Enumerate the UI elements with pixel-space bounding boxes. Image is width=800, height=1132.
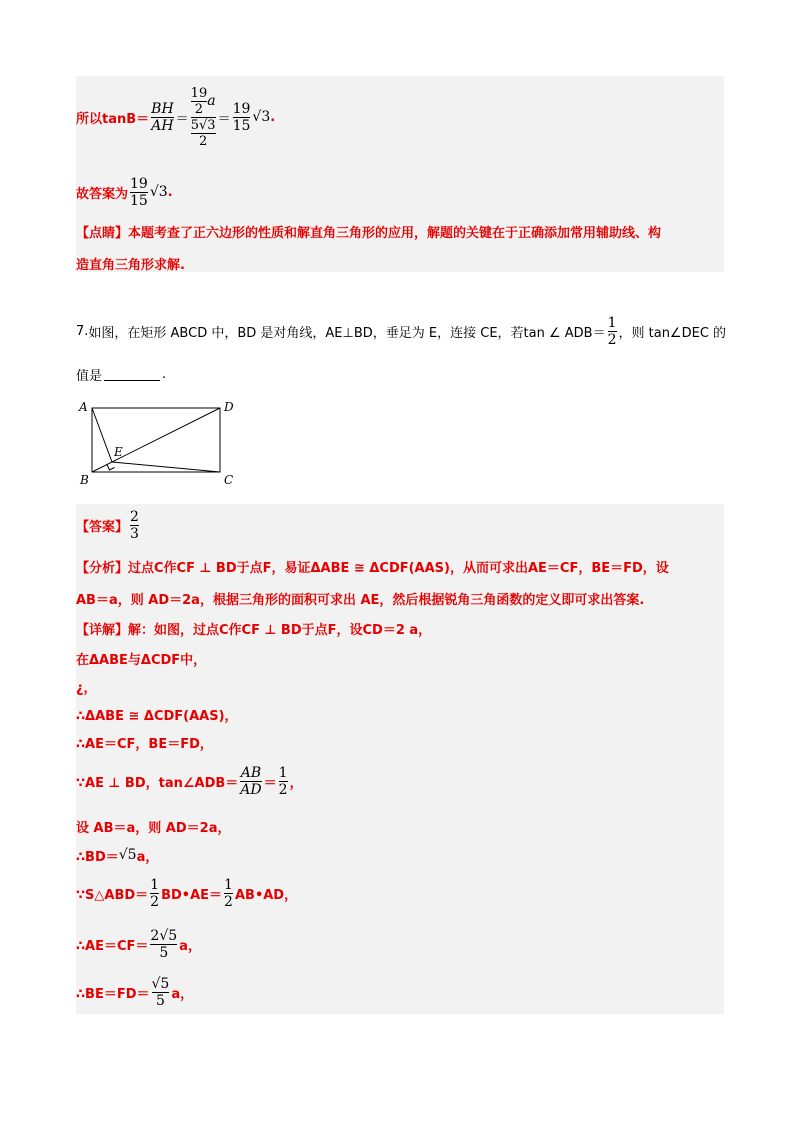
detail-10-prefix: ∴AE＝CF＝ xyxy=(76,938,149,954)
bh-ah-fraction xyxy=(151,101,174,134)
detail-text-7: 设 AB＝a，则 AD＝2a， xyxy=(76,820,231,836)
s-half-fraction-1 xyxy=(150,877,159,910)
answer-fraction xyxy=(130,176,148,209)
ab-num: AB xyxy=(240,764,262,781)
analysis-text-2: AB＝a，则 AD＝2a，根据三角形的面积可求出 AE，然后根据锐角三角函数的定义即可求出答案. xyxy=(76,592,645,608)
s-half-num-2: 1 xyxy=(224,876,233,893)
comment-text-2: 造直角三角形求解. xyxy=(76,257,185,273)
label-a: A xyxy=(79,400,88,414)
detail-11-suffix: a， xyxy=(171,986,194,1002)
answer-value-den: 3 xyxy=(130,525,139,542)
comment-label: 【点睛】 xyxy=(76,225,129,241)
answer-period: . xyxy=(167,184,173,200)
answer-label: 【答案】 xyxy=(76,519,129,535)
be-num: √5 xyxy=(151,975,170,992)
ab-ad-fraction xyxy=(240,765,261,798)
s-half-den-1: 2 xyxy=(150,893,160,910)
inner-bottom-fraction xyxy=(191,118,216,149)
sqrt3: √3 xyxy=(252,109,271,125)
detail-6-eq: ＝ xyxy=(263,775,277,791)
tanB-prefix: 所以tanB＝ xyxy=(76,111,150,127)
inner-bottom-num: 5√3 xyxy=(190,117,216,133)
right-angle-mark xyxy=(107,465,115,471)
detail-row-9 xyxy=(76,872,297,914)
question-text-1: 如图，在矩形 ABCD 中，BD 是对角线，AE⊥BD，垂足为 E，连接 CE，若tan ∠ ADB＝ xyxy=(88,325,606,341)
segment-ae xyxy=(92,408,112,462)
result-den: 15 xyxy=(232,117,251,134)
answer-value-num: 2 xyxy=(130,508,139,525)
inner-top-den: 2 xyxy=(194,101,204,117)
analysis-text-1: 过点C作CF ⊥ BD于点F，易证ΔABE ≅ ΔCDF(AAS)，从而可求出AE＝CF，BE＝FD，设 xyxy=(128,560,669,576)
ae-fraction xyxy=(150,928,177,961)
solution-box xyxy=(76,504,724,1014)
question-text-3: 值是 xyxy=(76,368,103,384)
analysis-row-1 xyxy=(76,556,669,576)
question-frac-num: 1 xyxy=(607,314,617,331)
answer-sqrt3: √3 xyxy=(149,184,168,200)
detail-row-3 xyxy=(76,676,97,696)
label-b: B xyxy=(80,473,89,487)
detail-9-suffix: AB•AD， xyxy=(234,887,298,903)
ae-num: 2√5 xyxy=(150,927,178,944)
detail-8-suffix: a， xyxy=(136,849,159,865)
ae-den: 5 xyxy=(159,944,169,961)
frac-den: AH xyxy=(151,117,174,134)
answer-row xyxy=(76,504,141,546)
question-7-line-1 xyxy=(76,314,726,348)
detail-6-comma: ， xyxy=(289,775,303,791)
inner-var: a xyxy=(207,93,216,109)
be-den: 5 xyxy=(155,992,165,1009)
s-half-den-2: 2 xyxy=(224,893,233,910)
rectangle-figure xyxy=(76,396,246,488)
question-text-4: . xyxy=(162,366,167,382)
inner-top-fraction xyxy=(191,86,208,117)
tanB-line xyxy=(76,76,275,158)
question-number: 7. xyxy=(76,323,89,339)
detail-row-11 xyxy=(76,970,193,1014)
detail-8-prefix: ∴BD＝ xyxy=(76,849,119,865)
label-d: D xyxy=(224,400,234,414)
comment-line-2 xyxy=(76,254,185,272)
half-num: 1 xyxy=(278,764,288,781)
answer-num: 19 xyxy=(130,175,148,192)
complex-fraction xyxy=(191,86,216,149)
detail-row-2 xyxy=(76,648,206,668)
detail-row-6 xyxy=(76,760,303,802)
detail-row-5 xyxy=(76,732,213,752)
answer-den: 15 xyxy=(130,192,148,209)
question-fraction xyxy=(608,315,617,348)
half-den: 2 xyxy=(278,781,288,798)
s-half-num-1: 1 xyxy=(150,876,160,893)
question-7-line-2 xyxy=(76,364,166,384)
be-fraction xyxy=(152,976,170,1009)
inner-top-num: 19 xyxy=(190,85,208,101)
solution-continued-box xyxy=(76,76,724,272)
detail-text-4: ∴ΔABE ≅ ΔCDF(AAS)， xyxy=(76,708,238,724)
detail-text-5: ∴AE＝CF，BE＝FD， xyxy=(76,736,213,752)
detail-row-4 xyxy=(76,704,238,724)
answer-value-fraction xyxy=(130,509,139,542)
equals-sign-2: ＝ xyxy=(217,111,231,127)
comment-line-1 xyxy=(76,222,661,240)
detail-text-3: ¿， xyxy=(76,680,97,696)
half-fraction xyxy=(279,765,288,798)
analysis-row-2 xyxy=(76,588,644,608)
label-c: C xyxy=(224,473,234,487)
detail-label: 【详解】 xyxy=(76,622,129,638)
detail-text-2: 在ΔABE与ΔCDF中， xyxy=(76,652,207,668)
s-half-fraction-2 xyxy=(224,877,233,910)
label-e: E xyxy=(114,445,123,459)
detail-9-prefix: ∵S△ABD＝ xyxy=(76,887,149,903)
sqrt5: √5 xyxy=(118,847,137,863)
detail-10-suffix: a， xyxy=(179,938,201,954)
detail-row-7 xyxy=(76,816,230,836)
question-text-2: ，则 tan∠DEC 的 xyxy=(618,325,727,341)
period: . xyxy=(270,109,276,125)
detail-9-mid: BD•AE＝ xyxy=(161,887,223,903)
frac-num: BH xyxy=(151,100,174,117)
equals-sign: ＝ xyxy=(175,111,189,127)
detail-row-1 xyxy=(76,618,431,638)
answer-blank[interactable] xyxy=(104,368,160,381)
ad-den: AD xyxy=(240,781,262,798)
detail-11-prefix: ∴BE＝FD＝ xyxy=(76,986,150,1002)
question-frac-den: 2 xyxy=(607,331,617,348)
analysis-label: 【分析】 xyxy=(76,560,129,576)
answer-line xyxy=(76,172,173,212)
inner-bottom-den: 2 xyxy=(198,133,208,149)
result-num: 19 xyxy=(232,100,251,117)
diagonal-bd xyxy=(92,408,220,472)
detail-text-1: 解：如图，过点C作CF ⊥ BD于点F，设CD＝2 a， xyxy=(128,622,432,638)
detail-6-prefix: ∵AE ⊥ BD，tan∠ADB＝ xyxy=(76,775,239,791)
detail-row-10 xyxy=(76,922,201,966)
detail-row-8 xyxy=(76,842,158,868)
segment-ce xyxy=(112,462,220,472)
result-fraction xyxy=(233,101,251,134)
comment-text-1: 本题考查了正六边形的性质和解直角三角形的应用，解题的关键在于正确添加常用辅助线、构 xyxy=(128,225,662,241)
answer-prefix: 故答案为 xyxy=(76,186,129,202)
